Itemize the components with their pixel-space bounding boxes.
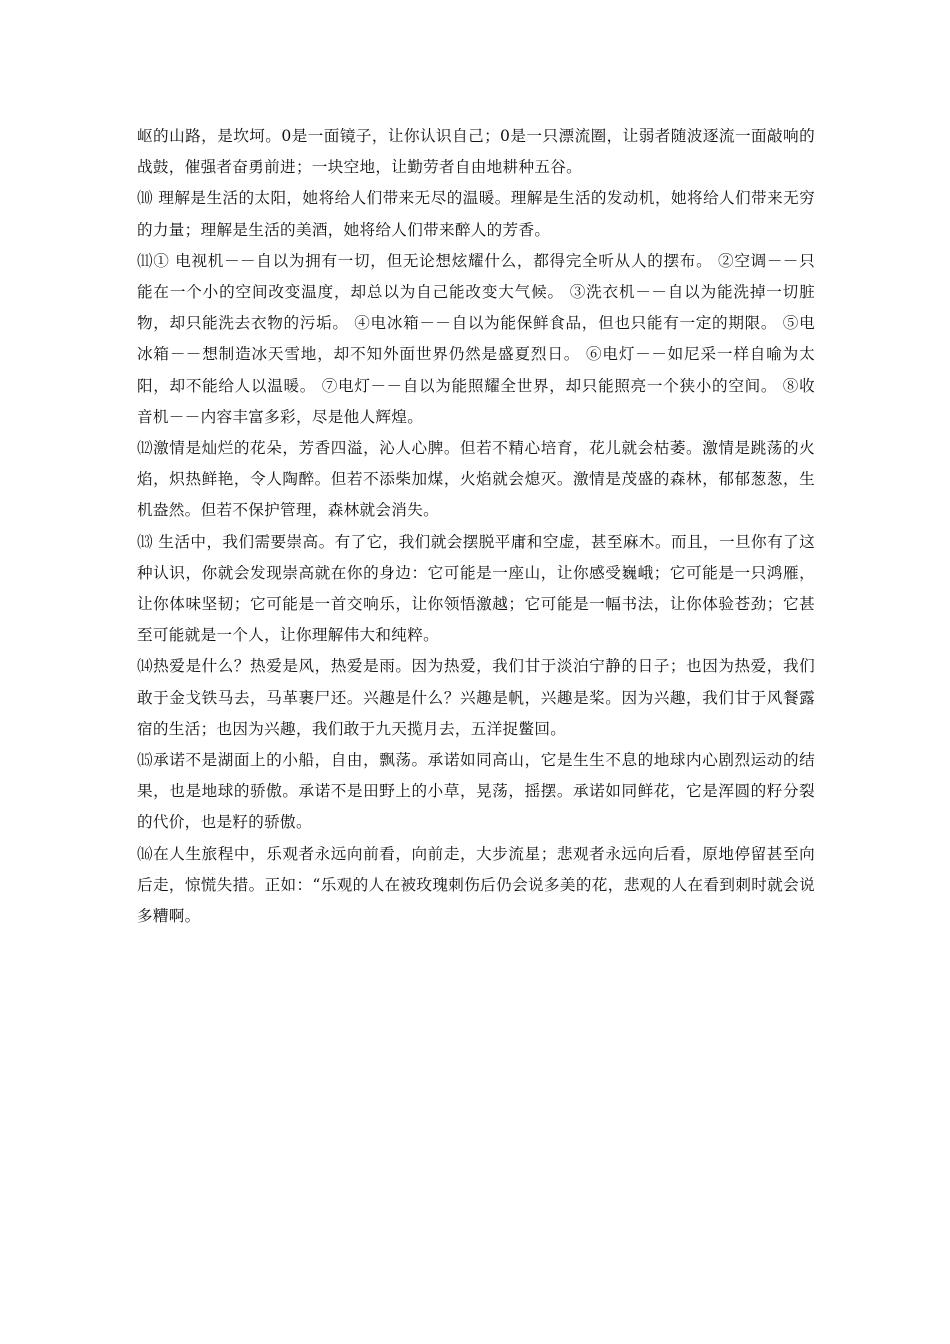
- paragraph: ⒀ 生活中，我们需要崇高。有了它，我们就会摆脱平庸和空虚，甚至麻木。而且，一旦你有了这种认识，你就会发现崇高就在你的身边：它可能是一座山，让你感受巍峨；它可能是一只鸿雁，让你体味坚韧；它可能是一首交响乐，让你领悟激越；它可能是一幅书法，让你体验苍劲；它甚至可能就是一个人，让你理解伟大和纯粹。: [137, 532, 815, 645]
- paragraph: ⒁热爱是什么？热爱是风，热爱是雨。因为热爱，我们甘于淡泊宁静的日子；也因为热爱，我们敢于金戈铁马去，马革裹尸还。兴趣是什么？兴趣是帆，兴趣是桨。因为兴趣，我们甘于风餐露宿的生活；也因为兴趣，我们敢于九天揽月去，五洋捉鳖回。: [137, 657, 815, 738]
- paragraph: ⑽ 理解是生活的太阳，她将给人们带来无尽的温暖。理解是生活的发动机，她将给人们带来无穷的力量；理解是生活的美酒，她将给人们带来醉人的芳香。: [137, 189, 815, 239]
- paragraph: ⒂承诺不是湖面上的小船，自由，飘荡。承诺如同高山，它是生生不息的地球内心剧烈运动的结果，也是地球的骄傲。承诺不是田野上的小草，晃荡，摇摆。承诺如同鲜花，它是浑圆的籽分裂的代价，也是籽的骄傲。: [137, 751, 815, 832]
- paragraph: ⑾① 电视机－－自以为拥有一切，但无论想炫耀什么，都得完全听从人的摆布。 ②空调－－只能在一个小的空间改变温度，却总以为自己能改变大气候。 ③洗衣机－－自以为能洗掉一切脏物，却只能洗去衣物的污垢。 ④电冰箱－－自以为能保鲜食品，但也只能有一定的期限。 ⑤电冰箱－－想制造冰天雪地，却不知外面世界仍然是盛夏烈日。 ⑥电灯－－如尼采一样自喻为太阳，却不能给人以温暖。 ⑦电灯－－自以为能照耀全世界，却只能照亮一个狭小的空间。 ⑧收音机－－内容丰富多彩，尽是他人辉煌。: [137, 251, 815, 426]
- document-body: [137, 121, 815, 932]
- paragraph: ⒃在人生旅程中，乐观者永远向前看，向前走，大步流星；悲观者永远向后看，原地停留甚至向后走，惊慌失措。正如：“乐观的人在被玫瑰刺伤后仍会说多美的花，悲观的人在看到刺时就会说多糟啊。: [137, 844, 815, 926]
- paragraph: 岖的山路，是坎坷。0是一面镜子，让你认识自己；0是一只漂流圈，让弱者随波逐流一面敲响的战鼓，催强者奋勇前进；一块空地，让勤劳者自由地耕种五谷。: [137, 127, 815, 177]
- paragraph: ⑿激情是灿烂的花朵，芳香四溢，沁人心脾。但若不精心培育，花儿就会枯萎。激情是跳荡的火焰，炽热鲜艳，令人陶醉。但若不添柴加煤，火焰就会熄灭。激情是茂盛的森林，郁郁葱葱，生机盎然。但若不保护管理，森林就会消失。: [137, 439, 815, 520]
